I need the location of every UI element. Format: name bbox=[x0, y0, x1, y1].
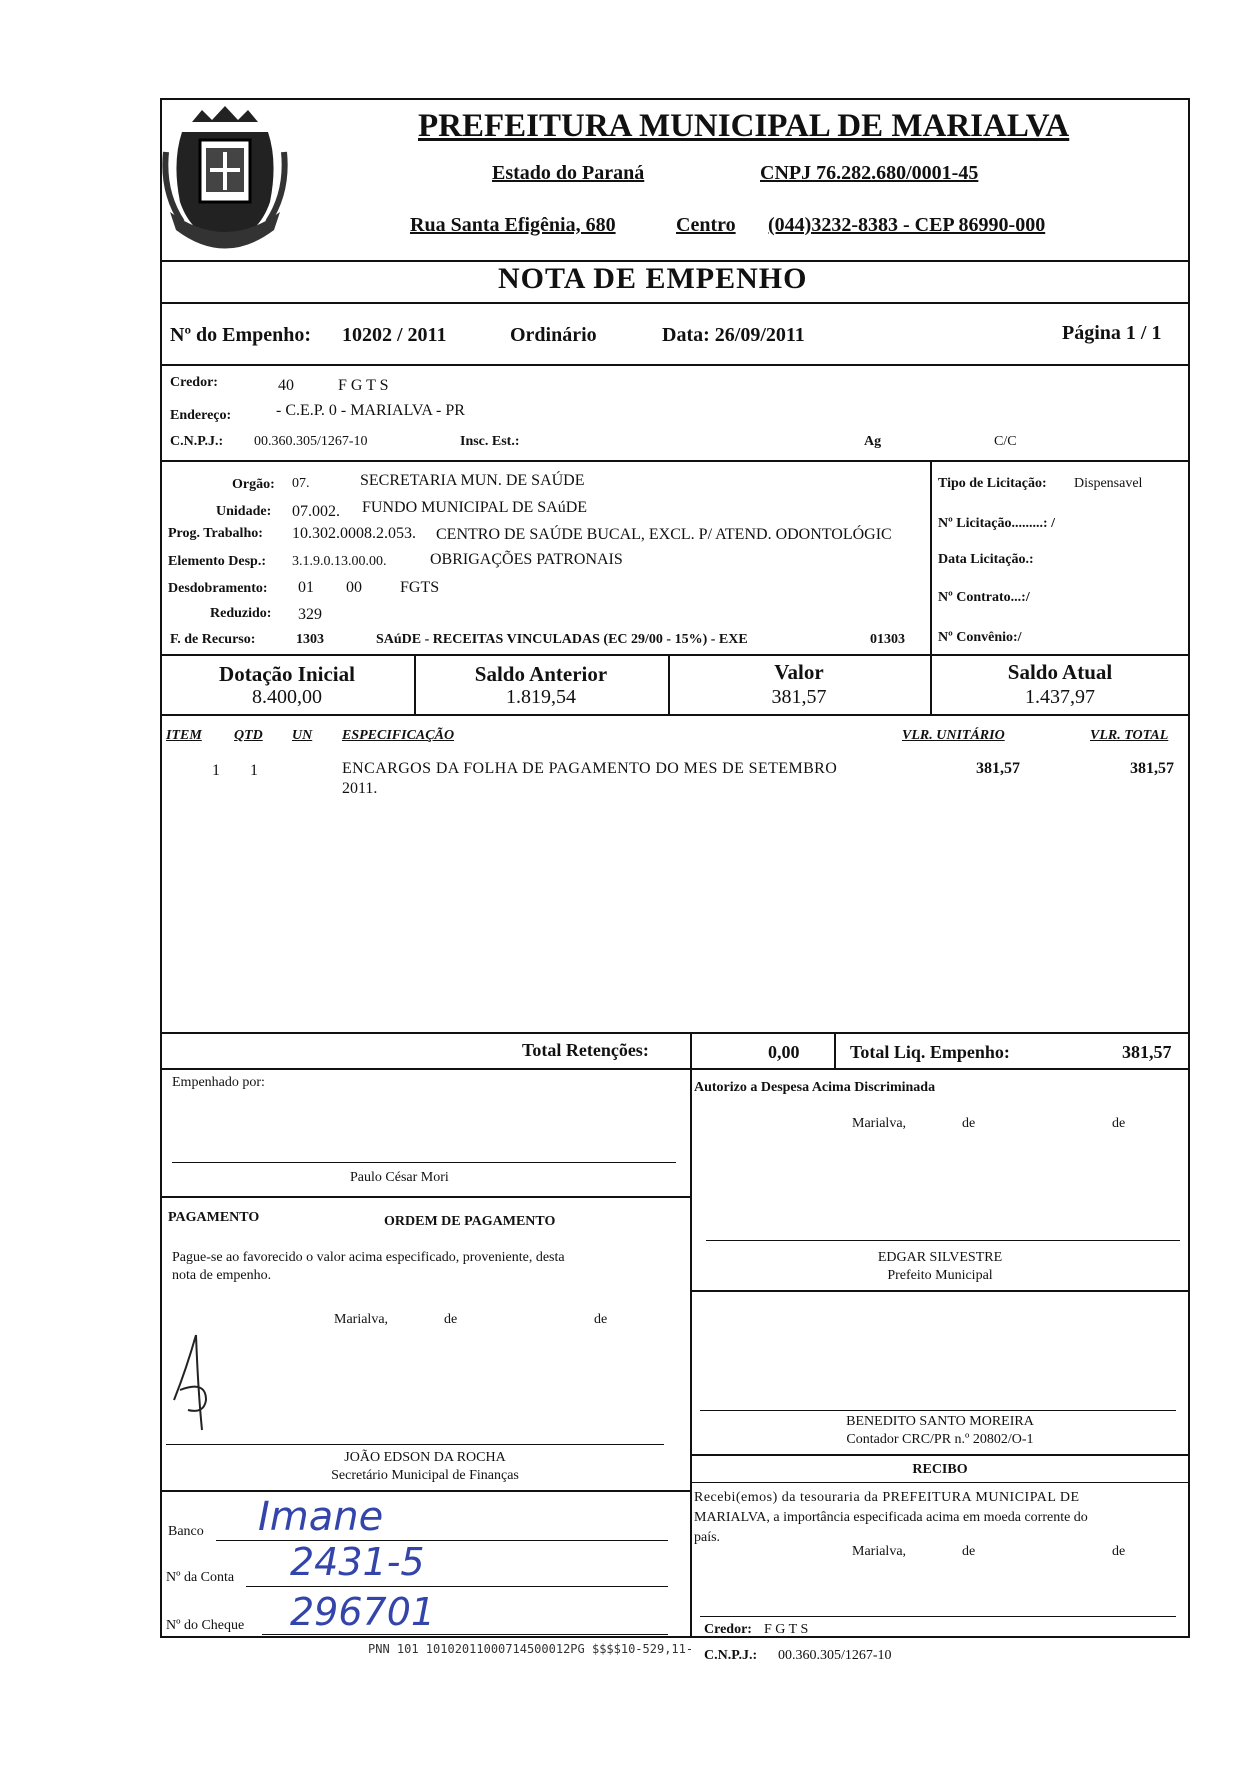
address-label: Rua Santa Efigênia, 680 bbox=[410, 214, 616, 236]
recibo-city: Marialva, bbox=[852, 1544, 907, 1559]
cc-label: C/C bbox=[994, 434, 1017, 449]
endereco-value: - C.E.P. 0 - MARIALVA - PR bbox=[276, 402, 465, 419]
recibo-de2: de bbox=[1112, 1544, 1126, 1559]
secretario-name: JOÃO EDSON DA ROCHA bbox=[344, 1450, 506, 1465]
col-un: UN bbox=[292, 728, 313, 743]
numero-convenio: Nº Convênio:/ bbox=[938, 630, 1022, 645]
contador-role: Contador CRC/PR n.º 20802/O-1 bbox=[846, 1432, 1034, 1447]
prog-desc: CENTRO DE SAÚDE BUCAL, EXCL. P/ ATEND. ODONTOLÓGIC bbox=[436, 526, 892, 543]
item-total-value: 381,57 bbox=[1130, 760, 1174, 777]
valor-value: 381,57 bbox=[771, 686, 827, 708]
banco-handwritten: Imane bbox=[258, 1494, 384, 1540]
state-label: Estado do Paraná bbox=[492, 162, 645, 184]
unidade-desc: FUNDO MUNICIPAL DE SAúDE bbox=[362, 499, 588, 516]
empenho-label: Nº do Empenho: bbox=[170, 324, 312, 346]
autorizo-de1: de bbox=[962, 1116, 976, 1131]
recibo-cnpj-label: C.N.P.J.: bbox=[704, 1648, 758, 1663]
empenho-date: Data: 26/09/2011 bbox=[662, 324, 805, 346]
conta-label: Nº da Conta bbox=[166, 1570, 235, 1585]
prefeito-role: Prefeito Municipal bbox=[887, 1268, 993, 1283]
item-unit-value: 381,57 bbox=[976, 760, 1020, 777]
item-qtd: 1 bbox=[250, 762, 258, 779]
contador-name: BENEDITO SANTO MOREIRA bbox=[846, 1414, 1034, 1429]
elemento-value: 3.1.9.0.13.00.00. bbox=[292, 554, 387, 569]
col-spec: ESPECIFICAÇÃO bbox=[342, 728, 455, 743]
valor-label: Valor bbox=[774, 660, 824, 684]
numero-contrato: Nº Contrato...:/ bbox=[938, 590, 1030, 605]
pagamento-de2: de bbox=[594, 1312, 608, 1327]
atual-label: Saldo Atual bbox=[1007, 660, 1113, 684]
ordem-pagamento: ORDEM DE PAGAMENTO bbox=[384, 1214, 556, 1229]
tipo-licitacao-label: Tipo de Licitação: bbox=[938, 476, 1047, 491]
autorizo-label: Autorizo a Despesa Acima Discriminada bbox=[694, 1080, 936, 1095]
recurso-code: 01303 bbox=[870, 632, 905, 647]
pagamento-text1: Pague-se ao favorecido o valor acima especificado, proveniente, desta bbox=[172, 1250, 565, 1265]
liquido-label: Total Liq. Empenho: bbox=[850, 1042, 1010, 1062]
banco-label: Banco bbox=[168, 1524, 204, 1539]
pagamento-city: Marialva, bbox=[334, 1312, 389, 1327]
empenho-type: Ordinário bbox=[510, 324, 597, 346]
doc-title: NOTA DE EMPENHO bbox=[498, 262, 808, 295]
prefeito-name: EDGAR SILVESTRE bbox=[877, 1250, 1003, 1265]
secretario-role: Secretário Municipal de Finanças bbox=[331, 1468, 519, 1483]
district-label: Centro bbox=[676, 214, 736, 236]
cnpj-label: C.N.P.J.: bbox=[170, 434, 224, 449]
recibo-cnpj-value: 00.360.305/1267-10 bbox=[778, 1648, 892, 1663]
pagamento-label: PAGAMENTO bbox=[168, 1210, 260, 1225]
cheque-handwritten: 296701 bbox=[290, 1590, 436, 1634]
ag-label: Ag bbox=[864, 434, 882, 449]
recibo-de1: de bbox=[962, 1544, 976, 1559]
col-item: ITEM bbox=[166, 728, 202, 743]
numero-licitacao: Nº Licitação.........: / bbox=[938, 516, 1055, 531]
recibo-credor-value: F G T S bbox=[764, 1622, 809, 1637]
recurso-value: 1303 bbox=[296, 632, 324, 647]
insc-label: Insc. Est.: bbox=[460, 434, 520, 449]
credor-code: 40 bbox=[278, 377, 294, 394]
reduzido-label: Reduzido: bbox=[210, 606, 272, 621]
autorizo-de2: de bbox=[1112, 1116, 1126, 1131]
desdobramento-label: Desdobramento: bbox=[168, 581, 268, 596]
cnpj-header: CNPJ 76.282.680/0001-45 bbox=[760, 162, 979, 184]
col-unit: VLR. UNITÁRIO bbox=[902, 728, 1005, 743]
orgao-label: Orgão: bbox=[232, 477, 275, 492]
prefeitura-title: PREFEITURA MUNICIPAL DE MARIALVA bbox=[418, 108, 1070, 144]
handwritten-signature bbox=[166, 1330, 226, 1440]
pagamento-text2: nota de empenho. bbox=[172, 1268, 272, 1283]
item-number: 1 bbox=[212, 762, 220, 779]
item-spec-line1: ENCARGOS DA FOLHA DE PAGAMENTO DO MES DE SETEMBRO bbox=[342, 760, 838, 777]
desdobramento-desc: FGTS bbox=[400, 579, 440, 596]
unidade-value: 07.002. bbox=[292, 503, 340, 520]
dotacao-value: 8.400,00 bbox=[252, 686, 322, 708]
desdobramento-v2: 00 bbox=[346, 579, 362, 596]
desdobramento-v1: 01 bbox=[298, 579, 314, 596]
liquido-value: 381,57 bbox=[1122, 1042, 1172, 1062]
col-total: VLR. TOTAL bbox=[1090, 728, 1169, 743]
orgao-value: 07. bbox=[292, 476, 310, 491]
empenhado-label: Empenhado por: bbox=[172, 1075, 265, 1090]
credor-name: F G T S bbox=[338, 377, 389, 394]
autorizo-city: Marialva, bbox=[852, 1116, 907, 1131]
col-qtd: QTD bbox=[234, 728, 263, 743]
elemento-label: Elemento Desp.: bbox=[168, 554, 266, 569]
elemento-desc: OBRIGAÇÕES PATRONAIS bbox=[430, 551, 623, 568]
orgao-desc: SECRETARIA MUN. DE SAÚDE bbox=[360, 472, 585, 489]
reduzido-value: 329 bbox=[298, 606, 322, 623]
credor-label: Credor: bbox=[170, 375, 218, 390]
atual-value: 1.437,97 bbox=[1025, 686, 1095, 708]
cheque-label: Nº do Cheque bbox=[166, 1618, 245, 1633]
recibo-title: RECIBO bbox=[912, 1462, 968, 1477]
anterior-label: Saldo Anterior bbox=[474, 662, 608, 686]
unidade-label: Unidade: bbox=[216, 504, 272, 519]
cnpj-value: 00.360.305/1267-10 bbox=[254, 434, 368, 449]
pagamento-de1: de bbox=[444, 1312, 458, 1327]
recibo-credor-label: Credor: bbox=[704, 1622, 752, 1637]
item-spec-line2: 2011. bbox=[342, 780, 378, 797]
page-number: Página 1 / 1 bbox=[1062, 322, 1162, 344]
phone-cep: (044)3232-8383 - CEP 86990-000 bbox=[768, 214, 1046, 236]
conta-handwritten: 2431-5 bbox=[290, 1540, 425, 1584]
tipo-licitacao-value: Dispensavel bbox=[1074, 476, 1143, 491]
anterior-value: 1.819,54 bbox=[506, 686, 576, 708]
dotacao-label: Dotação Inicial bbox=[219, 662, 355, 686]
prog-label: Prog. Trabalho: bbox=[168, 526, 263, 541]
recibo-text1: Recebi(emos) da tesouraria da PREFEITURA MUNICIPAL DE bbox=[694, 1490, 1080, 1505]
empenhado-name: Paulo César Mori bbox=[350, 1170, 449, 1185]
recibo-text2: MARIALVA, a importância especificada acima em moeda corrente do bbox=[694, 1510, 1088, 1525]
prog-value: 10.302.0008.2.053. bbox=[292, 525, 416, 542]
retencoes-value: 0,00 bbox=[768, 1042, 800, 1062]
endereco-label: Endereço: bbox=[170, 408, 232, 423]
recurso-desc: SAúDE - RECEITAS VINCULADAS (EC 29/00 - 15%) - EXE bbox=[376, 632, 748, 647]
empenho-number: 10202 / 2011 bbox=[342, 324, 447, 346]
recurso-label: F. de Recurso: bbox=[170, 632, 256, 647]
retencoes-label: Total Retenções: bbox=[522, 1040, 649, 1060]
data-licitacao: Data Licitação.: bbox=[938, 552, 1034, 567]
footer-barcode-text: PNN 101 10102011000714500012PG $$$$10-529,11- bbox=[368, 1642, 694, 1656]
recibo-text3: país. bbox=[694, 1530, 721, 1545]
